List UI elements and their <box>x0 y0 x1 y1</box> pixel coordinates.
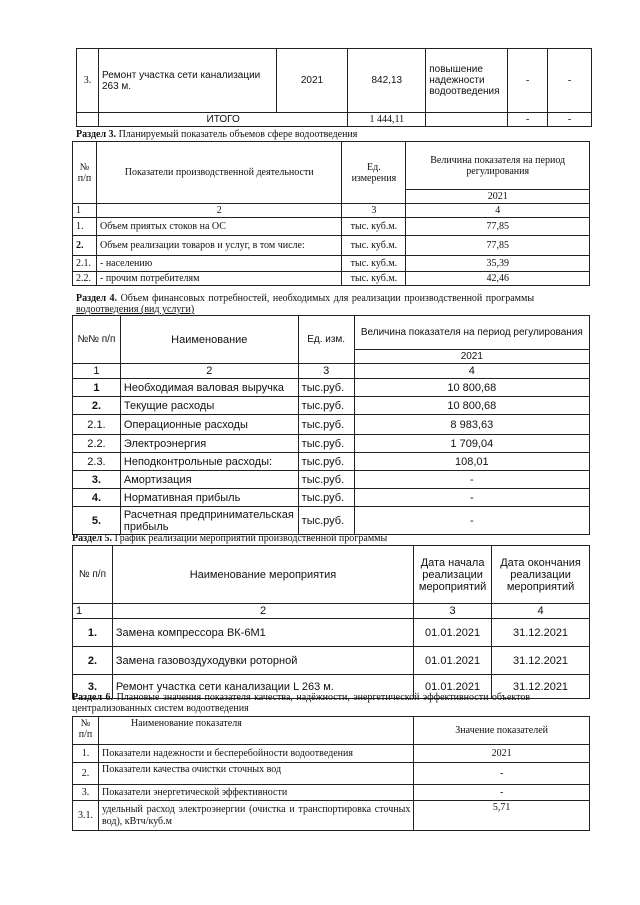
measure-effect: повышение надежности водоотведения <box>426 49 508 113</box>
table-row: 2.1. Операционные расходы тыс.руб. 8 983,63 <box>73 415 590 435</box>
table-section-4 <box>72 315 590 535</box>
table-row: 2.2. - прочим потребителям тыс. куб.м. 42,46 <box>73 272 590 286</box>
header-row <box>73 546 590 604</box>
table-row: 5. Расчетная предпринимательская прибыль тыс.руб. - <box>73 507 590 535</box>
section-3-title <box>76 129 357 140</box>
header-value: Величина показателя на период регулирования <box>354 316 589 350</box>
table-row: 2. Показатели качества очистки сточных вод - <box>73 763 590 785</box>
total-amount: 1 444,11 <box>348 113 426 127</box>
table-row: 2.1. - населению тыс. куб.м. 35,39 <box>73 256 590 272</box>
table-row: 2. Объем реализации товаров и услуг, в том числе: тыс. куб.м. 77,85 <box>73 236 590 256</box>
section-6-text-line2: централизованных систем водоотведения <box>72 703 249 714</box>
section-3-label: Раздел 3. <box>76 129 117 140</box>
header-value: Значение показателей <box>414 717 590 745</box>
table-row: 2. Замена газовоздуходувки роторной 01.01.2021 31.12.2021 <box>73 647 590 675</box>
table-row: 2. Текущие расходы тыс.руб. 10 800,68 <box>73 397 590 415</box>
index-row: 1 2 3 4 <box>73 604 590 619</box>
header-year: 2021 <box>406 190 590 204</box>
table-measures-continued <box>76 48 592 127</box>
table-row: 3. Показатели энергетической эффективности - <box>73 785 590 801</box>
section-5-title <box>72 533 387 544</box>
header-row <box>73 717 590 745</box>
section-4-label: Раздел 4. <box>76 293 118 304</box>
table-section-3 <box>72 141 590 286</box>
table-row: 2.3. Неподконтрольные расходы: тыс.руб. 108,01 <box>73 453 590 471</box>
header-name: Наименование <box>120 316 298 364</box>
header-unit: Ед. изм. <box>298 316 354 364</box>
section-4-text-line2: водоотведения (вид услуги) <box>76 304 195 315</box>
table-row: 1. Замена компрессора ВК-6М1 01.01.2021 31.12.2021 <box>73 619 590 647</box>
section-4-title <box>76 293 592 315</box>
header-year: 2021 <box>354 350 589 364</box>
table-row: 4. Нормативная прибыль тыс.руб. - <box>73 489 590 507</box>
table-row <box>77 49 592 113</box>
measure-year: 2021 <box>276 49 348 113</box>
header-num: № п/п <box>73 546 113 604</box>
header-num: № п/п <box>73 142 97 204</box>
header-num: №№ п/п <box>73 316 121 364</box>
table-row: 3. Ремонт участка сети канализации L 263 м. 01.01.2021 31.12.2021 <box>73 675 590 699</box>
table-section-6 <box>72 716 590 831</box>
table-section-5 <box>72 545 590 699</box>
header-name: Наименование мероприятия <box>112 546 413 604</box>
total-dash-1: - <box>508 113 548 127</box>
section-5-text: График реализации мероприятий производственной программы <box>112 533 388 544</box>
total-dash-2: - <box>548 113 592 127</box>
table-row: 2.2. Электроэнергия тыс.руб. 1 709,04 <box>73 435 590 453</box>
measure-dash-2: - <box>548 49 592 113</box>
header-value: Величина показателя на период регулирования <box>406 142 590 190</box>
section-6-text: Плановые значения показателя качества, надёжности, энергетической эффективности объектов <box>113 692 531 703</box>
section-6-title <box>72 692 592 714</box>
table-row: 1. Объем приятых стоков на ОС тыс. куб.м. 77,85 <box>73 218 590 236</box>
header-end: Дата окончания реализации мероприятий <box>492 546 590 604</box>
index-row: 1 2 3 4 <box>73 364 590 379</box>
header-num: № п/п <box>73 717 99 745</box>
measure-name: Ремонт участка сети канализации 263 м. <box>98 49 276 113</box>
total-label: ИТОГО <box>98 113 347 127</box>
table-row: 3.1. удельный расход электроэнергии (очистка и транспортировка сточных вод), кВтч/куб.м 5,71 <box>73 801 590 831</box>
row-num: 3. <box>77 49 99 113</box>
measure-amount: 842,13 <box>348 49 426 113</box>
table-row: 3. Амортизация тыс.руб. - <box>73 471 590 489</box>
total-row <box>77 113 592 127</box>
table-row: 1. Показатели надежности и бесперебойности водоотведения 2021 <box>73 745 590 763</box>
header-name: Наименование показателя <box>98 717 413 745</box>
section-3-text: Планируемый показатель объемов сфере водоотведения <box>116 129 358 140</box>
header-start: Дата начала реализации мероприятий <box>414 546 492 604</box>
header-unit: Ед. измерения <box>342 142 406 204</box>
header-name: Показатели производственной деятельности <box>96 142 341 204</box>
section-5-label: Раздел 5. <box>72 533 113 544</box>
measure-dash-1: - <box>508 49 548 113</box>
table-row: 1 Необходимая валовая выручка тыс.руб. 10 800,68 <box>73 379 590 397</box>
section-6-label: Раздел 6. <box>72 692 114 703</box>
index-row: 1 2 3 4 <box>73 204 590 218</box>
section-4-text: Объем финансовых потребностей, необходимых для реализации производственной программы <box>117 293 535 304</box>
